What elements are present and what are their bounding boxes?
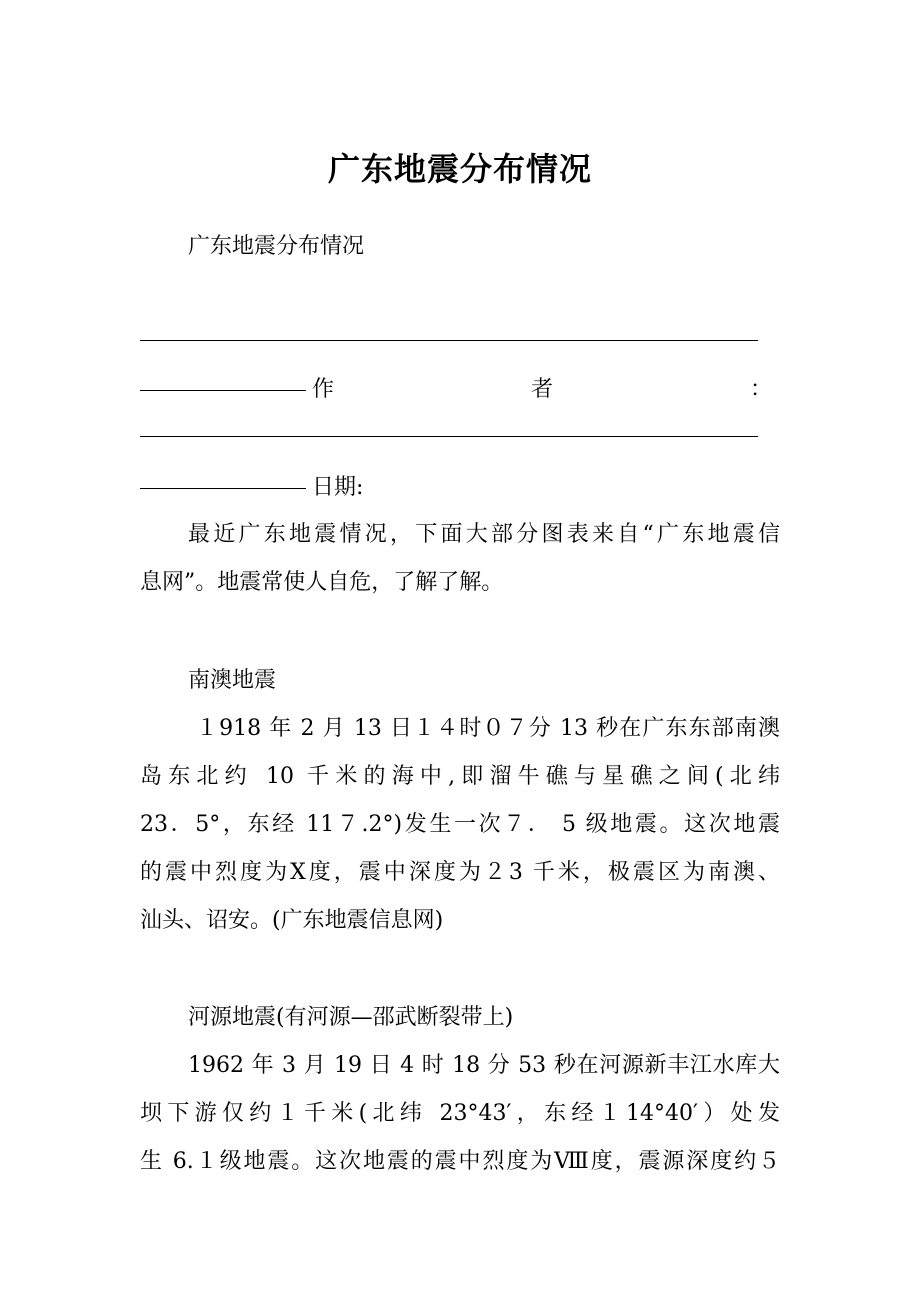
date-label: 日期:: [312, 475, 364, 500]
section-heading: 河源地震(有河源—邵武断裂带上): [188, 1005, 514, 1030]
author-char: 作: [312, 377, 335, 402]
subtitle: 广东地震分布情况: [188, 234, 365, 259]
author-char: ：: [749, 377, 772, 402]
paragraph-line: 坝下游仅约１千米(北纬 23°43′，东经１14°40′）处发: [140, 1101, 780, 1126]
paragraph-line: 1962 年 3 月 19 日 4 时 18 分 53 秒在河源新丰江水库大: [188, 1053, 780, 1078]
section-heading: 南澳地震: [188, 668, 277, 693]
paragraph-line: 岛东北约 10 千米的海中,即溜牛礁与星礁之间(北纬: [140, 764, 780, 789]
intro-line: 息网”。地震常使人自危，了解了解。: [140, 570, 504, 595]
paragraph-line: 的震中烈度为Ⅹ度，震中深度为２3 千米，极震区为南澳、: [140, 860, 780, 885]
separator-line: [140, 488, 306, 489]
paragraph-line: 汕头、诏安。(广东地震信息网): [140, 908, 444, 933]
paragraph-line: 23．5°，东经 11７.2°)发生一次７． 5 级地震。这次地震: [140, 812, 780, 837]
paragraph-line: １918 年 2 月 13 日１４时０７分 13 秒在广东东部南澳: [196, 716, 780, 741]
paragraph-line: 生 6.１级地震。这次地震的震中烈度为Ⅷ度，震源深度约５: [140, 1149, 780, 1174]
separator-line: [140, 390, 306, 391]
document-title: 广东地震分布情况: [327, 150, 592, 188]
author-label: [312, 375, 772, 405]
intro-line: 最近广东地震情况，下面大部分图表来自“广东地震信: [188, 522, 780, 547]
author-char: 者: [530, 377, 553, 402]
separator-line: [140, 340, 758, 341]
separator-line: [140, 436, 758, 437]
